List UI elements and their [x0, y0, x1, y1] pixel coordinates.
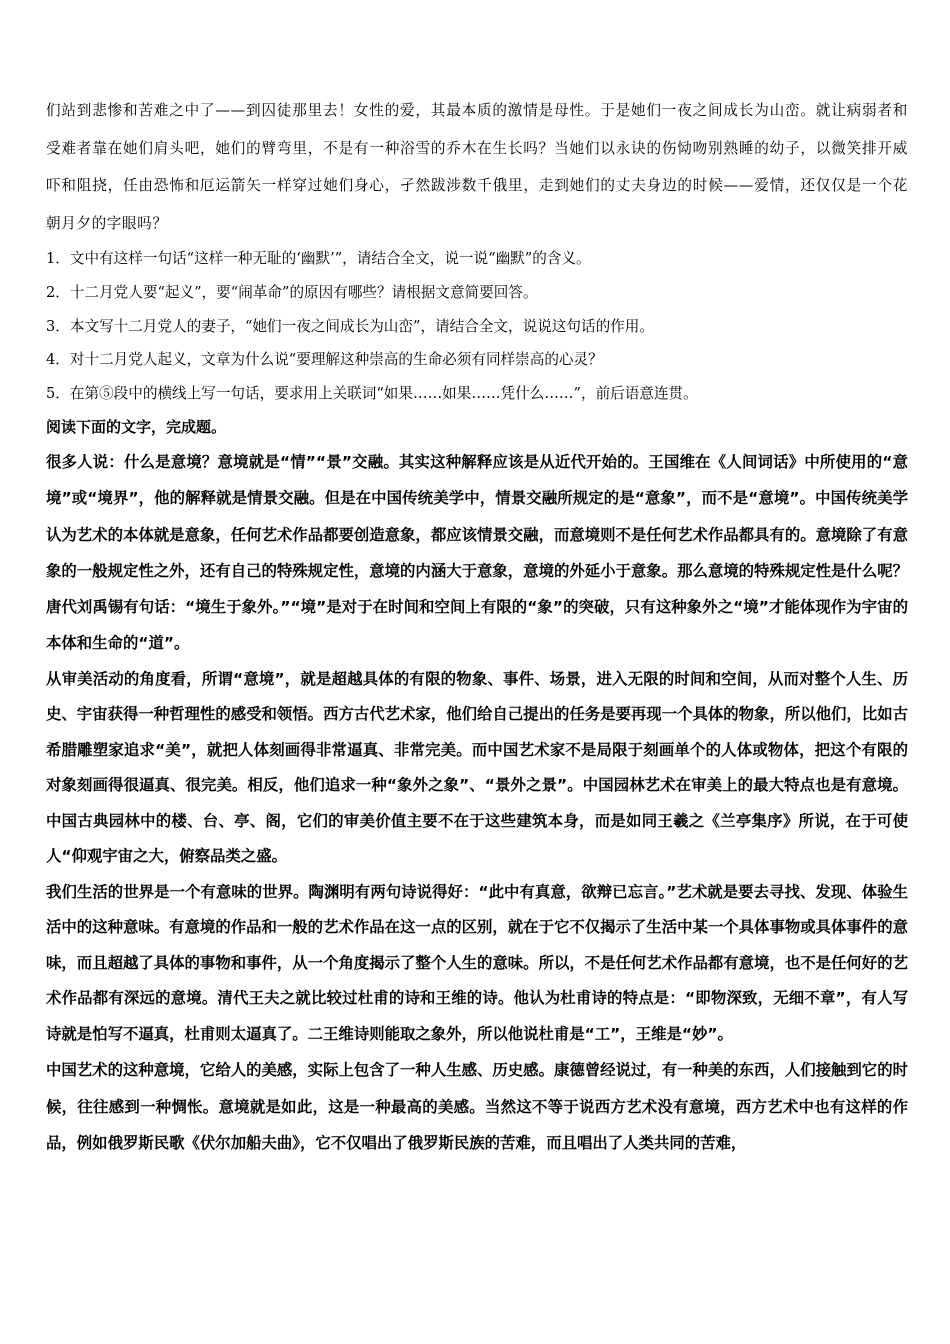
previous-passage-tail: 们站到悲惨和苦难之中了——到囚徒那里去！女性的爱，其最本质的激情是母性。于是她们一夜之间成长为山峦。就让病弱者和受难者靠在她们肩头吧，她们的臂弯里，不是有一种浴雪的乔木在生长吗？当她们以永诀的伤恸吻别熟睡的幼子，以微笑排开威吓和阻挠，任由恐怖和厄运箭矢一样穿过她们身心，孑然跋涉数千俄里，走到她们的丈夫身边的时候——爱情，还仅仅是一个花朝月夕的字眼吗？	[46, 102, 908, 232]
question-item: 1．文中有这样一句话“这样一种无耻的‘幽默’”，请结合全文，说一说“幽默”的含义。	[46, 250, 591, 267]
passage-paragraph: 我们生活的世界是一个有意味的世界。陶渊明有两句诗说得好：“此中有真意，欲辩已忘言。”艺术就是要去寻找、发现、体验生活中的这种意味。有意境的作品和一般的艺术作品在这一点的区别，就在于它不仅揭示了生活中某一个具体事物或具体事件的意味，而且超越了具体的事物和事件，从一个角度揭示了整个人生的意味。所以，不是任何艺术作品都有意境，也不是任何好的艺术作品都有深远的意境。清代王夫之就比较过杜甫的诗和王维的诗。他认为杜甫诗的特点是：“即物深致，无细不章”，有人写诗就是怕写不逼真，杜甫则太逼真了。二王维诗则能取之象外，所以他说杜甫是“工”，王维是“妙”。	[46, 882, 908, 1043]
reading-passage	[46, 444, 908, 1161]
question-item: 2．十二月党人要“起义”，要“闹革命”的原因有哪些？请根据文意简要回答。	[46, 283, 538, 301]
passage-paragraph: 很多人说：什么是意境？意境就是“情”“景”交融。其实这种解释应该是从近代开始的。王国维在《人间词话》中所使用的“意境”或“境界”，他的解释就是情景交融。但是在中国传统美学中，情景交融所规定的是“意象”，而不是“意境”。中国传统美学认为艺术的本体就是意象，任何艺术作品都要创造意象，都应该情景交融，而意境则不是任何艺术作品都具有的。意境除了有意象的一般规定性之外，还有自己的特殊规定性，意境的内涵大于意象，意境的外延小于意象。那么意境的特殊规定性是什么呢？唐代刘禹锡有句话：“境生于象外。”“境”是对于在时间和空间上有限的“象”的突破，只有这种象外之“境”才能体现作为宇宙的本体和生命的“道”。	[46, 452, 908, 653]
passage-paragraph: 从审美活动的角度看，所谓“意境”，就是超越具体的有限的物象、事件、场景，进入无限的时间和空间，从而对整个人生、历史、宇宙获得一种哲理性的感受和领悟。西方古代艺术家，他们给自己提出的任务是要再现一个具体的物象，所以他们，比如古希腊雕塑家追求“美”，就把人体刻画得非常逼真、非常完美。而中国艺术家不是局限于刻画单个的人体或物体，把这个有限的对象刻画得很逼真、很完美。相反，他们追求一种“象外之象”、“景外之景”。中国园林艺术在审美上的最大特点也是有意境。中国古典园林中的楼、台、亭、阁，它们的审美价值主要不在于这些建筑本身，而是如同王羲之《兰亭集序》所说，在于可使人“仰观宇宙之大，俯察品类之盛。	[46, 669, 908, 866]
passage-paragraph: 中国艺术的这种意境，它给人的美感，实际上包含了一种人生感、历史感。康德曾经说过，有一种美的东西，人们接触到它的时候，往往感到一种惆怅。意境就是如此，这是一种最高的美感。当然这不等于说西方艺术没有意境，西方艺术中也有这样的作品，例如俄罗斯民歌《伏尔加船夫曲》，它不仅唱出了俄罗斯民族的苦难，而且唱出了人类共同的苦难，	[46, 1061, 908, 1152]
question-item: 4．对十二月党人起义，文章为什么说“要理解这种崇高的生命必须有同样崇高的心灵？	[46, 351, 603, 369]
question-list	[46, 242, 908, 411]
question-item: 5．在第⑤段中的横线上写一句话，要求用上关联词“如果……如果……凭什么……”，前后语意连贯。	[46, 385, 698, 403]
document-page	[46, 92, 908, 1161]
question-item: 3．本文写十二月党人的妻子，“她们一夜之间成长为山峦”，请结合全文，说说这句话的作用。	[46, 317, 654, 335]
reading-instruction: 阅读下面的文字，完成题。	[46, 417, 227, 436]
